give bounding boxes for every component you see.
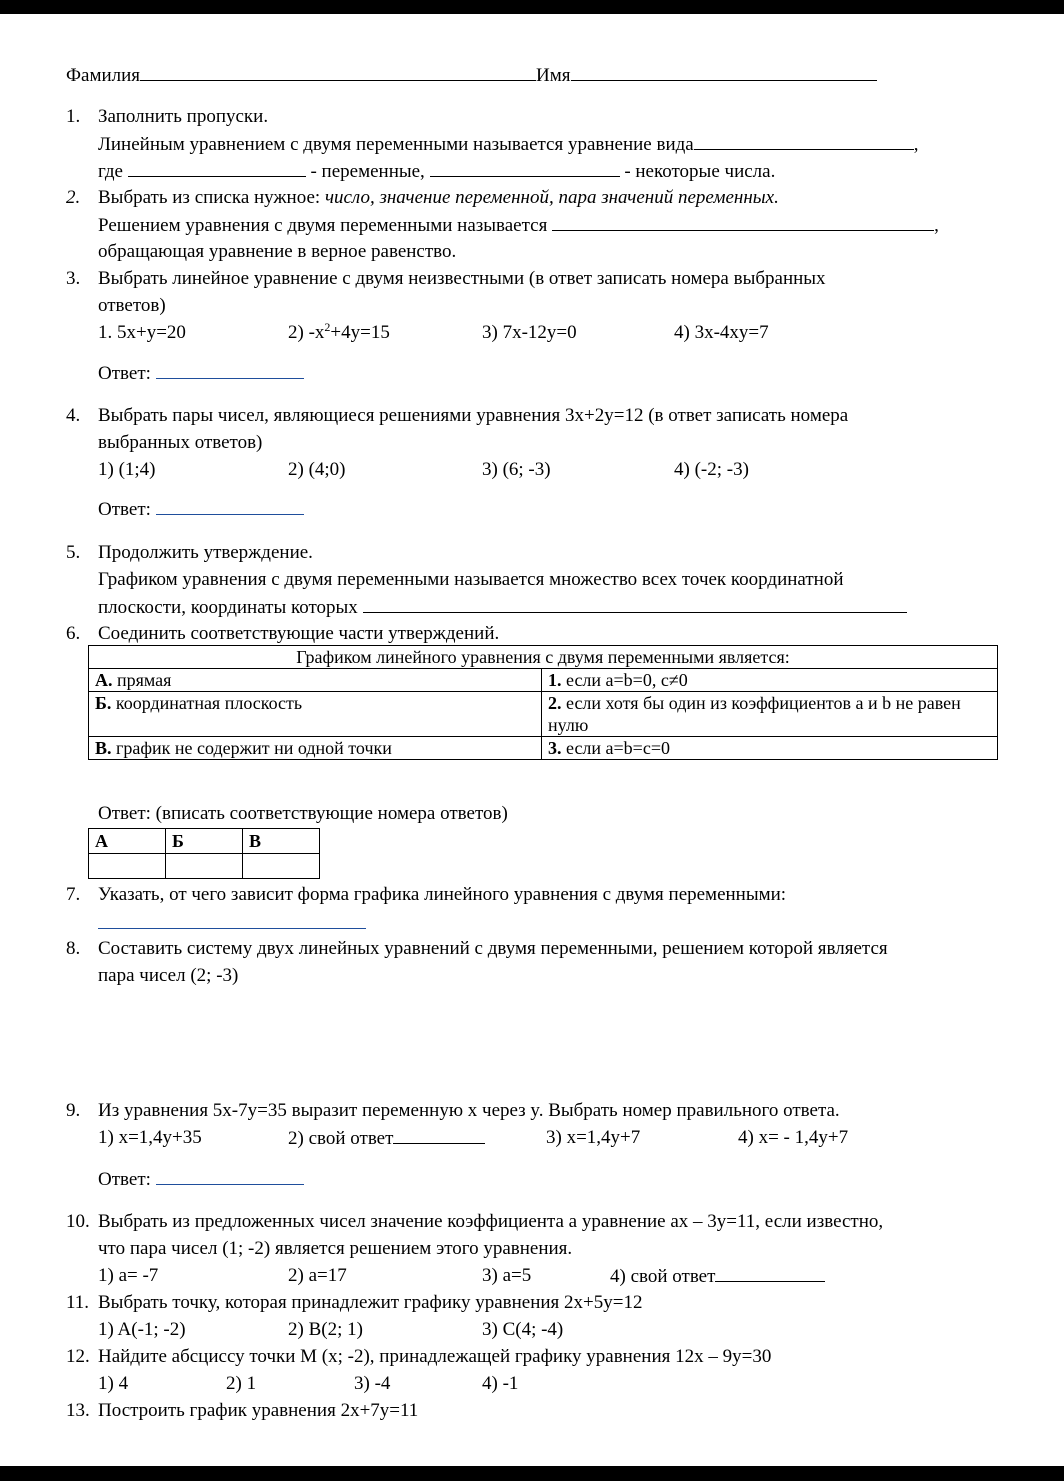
answer-cell-v[interactable] xyxy=(243,854,320,879)
q1-blank-numbers[interactable] xyxy=(430,160,620,177)
q4-option-1: 1) (1;4) xyxy=(98,459,156,480)
row-key: 1. xyxy=(548,670,562,690)
q9-answer-row xyxy=(98,1168,304,1191)
matching-table xyxy=(88,645,998,760)
name-blank[interactable] xyxy=(571,64,877,81)
q3-option-2-exponent: 2 xyxy=(324,320,331,334)
q13-line1: Построить график уравнения 2x+7y=11 xyxy=(98,1400,419,1421)
answer-label: Ответ: xyxy=(98,363,151,384)
q1-blank-equation[interactable] xyxy=(694,133,914,150)
table-row xyxy=(89,692,998,737)
q3-line1: Выбрать линейное уравнение с двумя неизвестными (в ответ записать номера выбранных xyxy=(98,268,826,289)
table-cell-left xyxy=(89,669,542,692)
q10-option-3: 3) a=5 xyxy=(482,1265,532,1286)
q12-option-2: 2) 1 xyxy=(226,1373,257,1394)
q2-line3: обращающая уравнение в верное равенство. xyxy=(98,241,457,262)
surname-label: Фамилия xyxy=(66,65,141,86)
q4-option-2: 2) (4;0) xyxy=(288,459,346,480)
q3-option-2 xyxy=(288,322,390,344)
worksheet-page xyxy=(0,14,1064,1466)
answer-grid xyxy=(88,828,320,879)
question-number: 9. xyxy=(66,1100,81,1121)
name-label: Имя xyxy=(536,65,571,86)
question-number: 3. xyxy=(66,268,81,289)
answer-label: Ответ: xyxy=(98,1169,151,1190)
answer-col-v: В xyxy=(243,829,320,854)
q7-answer-blank[interactable] xyxy=(98,912,366,929)
table-row xyxy=(89,669,998,692)
q4-line2: выбранных ответов) xyxy=(98,432,263,453)
row-key: Б. xyxy=(95,693,112,713)
answer-cell-a[interactable] xyxy=(89,854,166,879)
q4-answer-blank[interactable] xyxy=(156,498,304,515)
q3-answer-blank[interactable] xyxy=(156,362,304,379)
question-number: 7. xyxy=(66,884,81,905)
q9-option-2 xyxy=(288,1127,485,1150)
q9-option-4: 4) x= - 1,4y+7 xyxy=(738,1127,849,1148)
q4-option-3: 3) (6; -3) xyxy=(482,459,551,480)
q2-choices: число, значение переменной, пара значений переменных. xyxy=(324,187,779,208)
table-cell-right xyxy=(542,669,998,692)
q1-numbers-text: - некоторые числа. xyxy=(624,161,776,182)
q8-line2: пара чисел (2; -3) xyxy=(98,965,239,986)
table-header-row xyxy=(89,646,998,669)
header-line xyxy=(66,64,877,87)
table-cell-left xyxy=(89,737,542,760)
q1-blank-variables[interactable] xyxy=(128,160,306,177)
q11-option-3: 3) C(4; -4) xyxy=(482,1319,564,1340)
q5-line1: Продолжить утверждение. xyxy=(98,542,313,563)
q1-variables-text: - переменные, xyxy=(310,161,425,182)
q4-line1: Выбрать пары чисел, являющиеся решениями уравнения 3x+2y=12 (в ответ записать номера xyxy=(98,405,849,426)
q1-text: Линейным уравнением с двумя переменными называется уравнение вида xyxy=(98,134,694,155)
q3-option-2-a: 2) -x xyxy=(288,322,325,343)
q10-own-answer-blank[interactable] xyxy=(715,1265,825,1282)
row-key: 3. xyxy=(548,738,562,758)
question-number: 4. xyxy=(66,405,81,426)
q3-option-4: 4) 3x-4xy=7 xyxy=(674,322,769,343)
row-key: В. xyxy=(95,738,112,758)
q1-line3 xyxy=(98,160,775,183)
q6-line1: Соединить соответствующие части утверждений. xyxy=(98,623,500,644)
q9-option-2-text: 2) свой ответ xyxy=(288,1128,394,1149)
q12-option-4: 4) -1 xyxy=(482,1373,519,1394)
q9-own-answer-blank[interactable] xyxy=(393,1127,485,1144)
question-number: 2. xyxy=(66,187,81,208)
q7-line1: Указать, от чего зависит форма графика линейного уравнения с двумя переменными: xyxy=(98,884,787,905)
q12-option-3: 3) -4 xyxy=(354,1373,391,1394)
q2-line2: Решением уравнения с двумя переменными называется , xyxy=(98,215,939,236)
q3-answer-row xyxy=(98,362,304,385)
q9-answer-blank[interactable] xyxy=(156,1168,304,1185)
q4-option-4: 4) (-2; -3) xyxy=(674,459,749,480)
q11-option-2: 2) B(2; 1) xyxy=(288,1319,363,1340)
row-text: если a=b=0, c≠0 xyxy=(566,670,688,690)
table-cell-right xyxy=(542,737,998,760)
answer-cell-b[interactable] xyxy=(166,854,243,879)
q10-option-1: 1) a= -7 xyxy=(98,1265,159,1286)
q5-line3 xyxy=(98,596,907,619)
q10-option-2: 2) a=17 xyxy=(288,1265,347,1286)
answer-grid-inputs xyxy=(89,854,320,879)
q8-line1: Составить систему двух линейных уравнений с двумя переменными, решением которой является xyxy=(98,938,888,959)
q3-option-3: 3) 7x-12y=0 xyxy=(482,322,577,343)
question-number: 10. xyxy=(66,1211,90,1232)
q12-option-1: 1) 4 xyxy=(98,1373,129,1394)
question-number: 11. xyxy=(66,1292,90,1313)
q10-line2: что пара чисел (1; -2) является решением этого уравнения. xyxy=(98,1238,573,1259)
table-cell-left xyxy=(89,692,542,737)
surname-blank[interactable] xyxy=(140,64,536,81)
q9-line1: Из уравнения 5x-7y=35 выразит переменную x через y. Выбрать номер правильного ответа. xyxy=(98,1100,840,1121)
q3-option-1: 1. 5x+y=20 xyxy=(98,322,186,343)
row-text: график не содержит ни одной точки xyxy=(116,738,392,758)
row-key: А. xyxy=(95,670,113,690)
q2-line1 xyxy=(98,187,779,209)
answer-label: Ответ: xyxy=(98,499,151,520)
q1-line2: Линейным уравнением с двумя переменными называется уравнение вида , xyxy=(98,134,919,155)
q5-text: плоскости, координаты которых xyxy=(98,597,358,618)
answer-col-b: Б xyxy=(166,829,243,854)
q10-option-4-text: 4) свой ответ xyxy=(610,1266,716,1287)
question-number: 13. xyxy=(66,1400,90,1421)
answer-grid-header xyxy=(89,829,320,854)
question-number: 1. xyxy=(66,106,81,127)
q3-option-2-b: +4y=15 xyxy=(330,322,390,343)
row-text: если хотя бы один из коэффициентов a и b не равен нулю xyxy=(548,693,961,735)
q11-line1: Выбрать точку, которая принадлежит графику уравнения 2x+5y=12 xyxy=(98,1292,643,1313)
row-text: если a=b=c=0 xyxy=(566,738,670,758)
question-number: 8. xyxy=(66,938,81,959)
table-header: Графиком линейного уравнения с двумя переменными является: xyxy=(89,646,998,669)
row-key: 2. xyxy=(548,693,562,713)
q1-line1: Заполнить пропуски. xyxy=(98,106,269,127)
table-cell-right xyxy=(542,692,998,737)
q3-line2: ответов) xyxy=(98,295,166,316)
q10-option-4 xyxy=(610,1265,825,1288)
table-row xyxy=(89,737,998,760)
q1-where: где xyxy=(98,161,123,182)
question-number: 5. xyxy=(66,542,81,563)
q9-option-3: 3) x=1,4y+7 xyxy=(546,1127,641,1148)
q11-option-1: 1) A(-1; -2) xyxy=(98,1319,186,1340)
q4-answer-row xyxy=(98,498,304,521)
answer-col-a: А xyxy=(89,829,166,854)
q7-answer-row xyxy=(98,912,366,935)
q2-text: Решением уравнения с двумя переменными называется xyxy=(98,215,548,236)
row-text: прямая xyxy=(117,670,172,690)
q5-line2: Графиком уравнения с двумя переменными называется множество всех точек координатной xyxy=(98,569,844,590)
q12-line1: Найдите абсциссу точки M (x; -2), принадлежащей графику уравнения 12x – 9y=30 xyxy=(98,1346,772,1367)
q10-line1: Выбрать из предложенных чисел значение коэффициента a уравнение ax – 3y=11, если известно, xyxy=(98,1211,884,1232)
q2-instruction: Выбрать из списка нужное: xyxy=(98,187,321,208)
q9-option-1: 1) x=1,4y+35 xyxy=(98,1127,202,1148)
q6-answer-note: Ответ: (вписать соответствующие номера ответов) xyxy=(98,803,508,824)
q5-blank[interactable] xyxy=(363,596,907,613)
question-number: 6. xyxy=(66,623,81,644)
row-text: координатная плоскость xyxy=(115,693,303,713)
q2-blank[interactable] xyxy=(552,214,934,231)
question-number: 12. xyxy=(66,1346,90,1367)
